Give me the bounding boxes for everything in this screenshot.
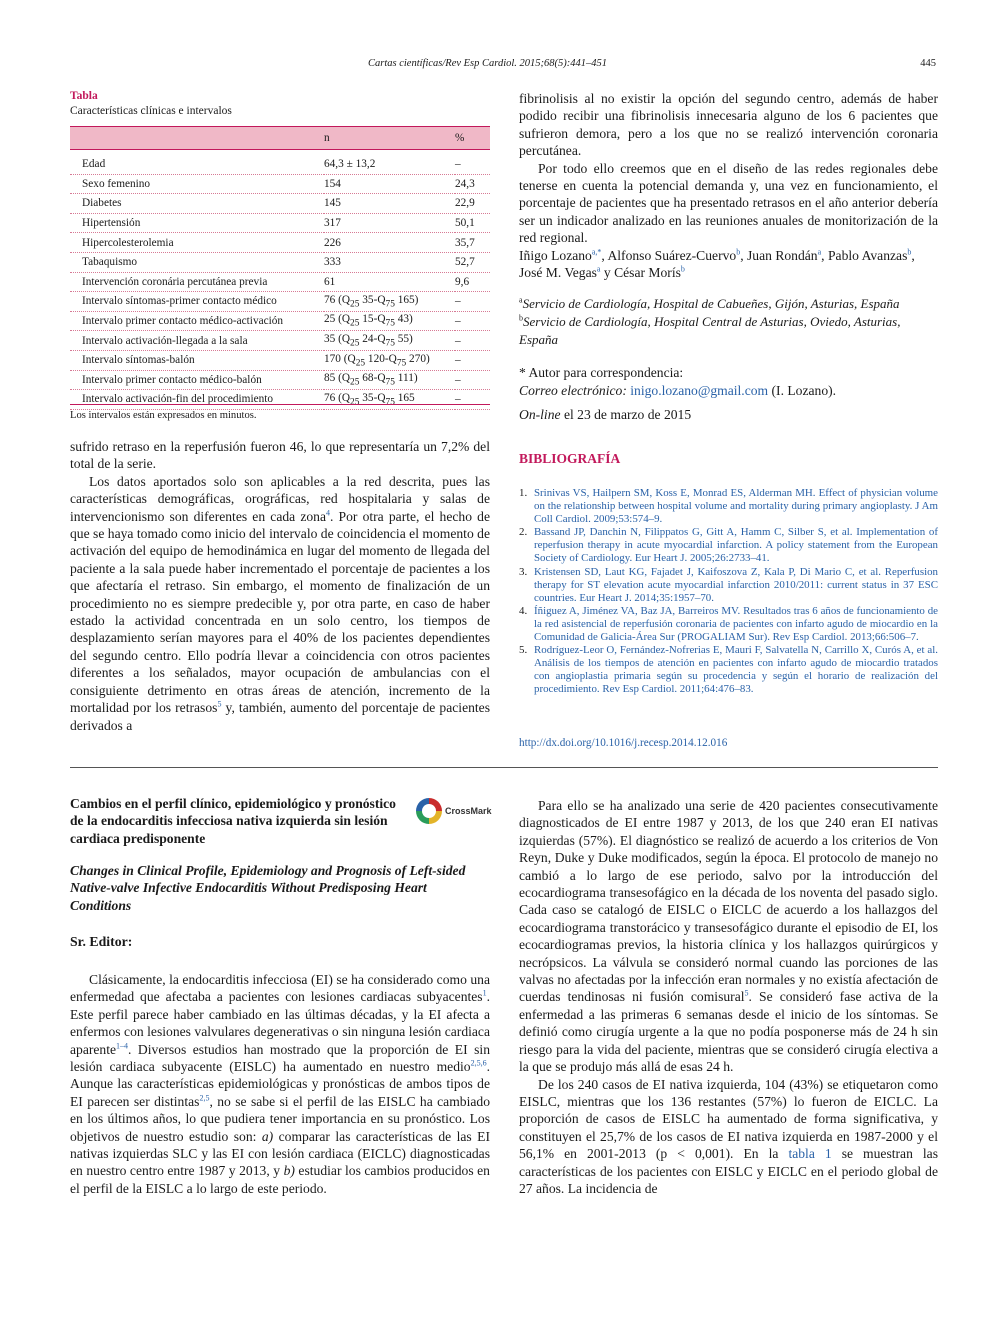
table-row: [70, 174, 490, 194]
crossmark-badge[interactable]: [416, 798, 492, 826]
row-label: Intervalo síntomas-primer contacto médico: [70, 292, 324, 312]
online-date: On-line el 23 de marzo de 2015: [519, 407, 692, 422]
running-header: [0, 58, 992, 74]
reference-number: 3.: [519, 565, 528, 578]
row-pct: –: [455, 331, 490, 351]
paragraph: Los datos aportados solo son aplicables a la red descrita, pues las características demográficas, orográficas, red hospitalaria y salas de intervencionismo son diferentes en cada zona$^4$. Por otra parte, el hecho de que se haya tomado como inicio del intervalo de coincidencia el momento de activación del equipo de hemodinámica en lugar del momento de llegada del paciente a la sala puede haber incrementado el porcentaje de pacientes a los que afectaría el retraso. Sin embargo, el momento de finalización de un procedimiento no es siempre predecible y, por otra parte, en caso de haber estado la actividad concentrada en un solo centro, los tiempos de desplazamiento serían mayores para el 40% de los pacientes dependientes del segundo centro. Ello podría llevar a coincidencia con otros pacientes diferentes a los señalados, mayor ocupación de ambulancias con el consiguiente detrimento en otras áreas de atención, incremento de la mortalidad por los retrasos$^5$ y, también, aumento del porcentaje de pacientes derivados a: [70, 473, 491, 733]
reference-item[interactable]: [519, 605, 938, 644]
reference-text: Srinivas VS, Hailpern SM, Koss E, Monrad ES, Alderman MH. Effect of physician volume on the relationship between hospital volume and mortality during primary angioplasty. J Am Coll Cardiol. 2009;53:574–9.: [534, 487, 938, 526]
row-pct: –: [455, 311, 490, 331]
row-pct: –: [455, 390, 490, 410]
left-column-lower: [70, 971, 490, 1197]
row-pct: –: [455, 150, 490, 175]
table-row: [70, 390, 490, 410]
row-n: 64,3 ± 13,2: [324, 150, 455, 175]
reference-number: 4.: [519, 604, 528, 617]
reference-number: 5.: [519, 644, 528, 657]
row-n: 76 ($Q_{25}$ $35-Q_{75}$ 165): [324, 292, 455, 312]
table-label: Tabla: [70, 90, 98, 102]
affiliation-b: $^b$Servicio de Cardiología, Hospital Central de Asturias, Oviedo, Asturias, España: [519, 313, 901, 347]
left-column-upper: [70, 438, 490, 734]
correspondence-label: * Autor para correspondencia:: [519, 365, 684, 380]
table-row: [70, 331, 490, 351]
reference-item[interactable]: [519, 487, 938, 526]
table-row: [70, 370, 490, 390]
table-bottom-rule: [70, 404, 490, 405]
article-separator: [70, 767, 938, 768]
reference-item[interactable]: [519, 644, 938, 696]
table-row: [70, 150, 490, 175]
row-label: Intervalo primer contacto médico-activación: [70, 311, 324, 331]
reference-text: Rodríguez-Leor O, Fernández-Nofrerias E, Mauri F, Salvatella N, Carrillo X, Curós A, et al. Análisis de los tiempos de atención en pacientes con infarto agudo de miocardio tratados con angioplastia primaria según su procedencia y según el horario de realización del procedimiento. Rev Esp Cardiol. 2011;64:476–83.: [534, 644, 938, 696]
table-header-cell: %: [455, 127, 490, 150]
reference-text: Íñiguez A, Jiménez VA, Baz JA, Barreiros MV. Resultados tras 6 años de funcionamiento de la red asistencial de reperfusión coronaria de pacientes con infarto agudo de miocardio en la Comunidad de Galicia-Área Sur (PROGALIAM Sur). Rev Esp Cardiol. 2013;66:506–7.: [534, 604, 938, 644]
table-row: [70, 233, 490, 253]
page-number: 445: [920, 58, 936, 69]
row-pct: –: [455, 370, 490, 390]
bibliography-heading: BIBLIOGRAFÍA: [519, 451, 621, 466]
email-link[interactable]: inigo.lozano@gmail.com: [630, 383, 769, 398]
row-label: Diabetes: [70, 194, 324, 214]
right-column-upper: [519, 90, 938, 281]
row-pct: 50,1: [455, 213, 490, 233]
table-caption: Características clínicas e intervalos: [70, 105, 232, 117]
affiliation-a: $^a$Servicio de Cardiología, Hospital de Cabueñes, Gijón, Asturias, España: [519, 295, 900, 311]
paragraph: fibrinolisis al no existir la opción del segundo centro, además de haber podido recibir una fibrinolisis innecesaria alguno de los 6 pacientes que sufrieron demora, pero a los que no se realizó intervención coronaria percutánea.: [519, 91, 938, 159]
paragraph: Clásicamente, la endocarditis infecciosa (EI) se ha considerado como una enfermedad que afectaba a pacientes con lesiones cardiacas subyacentes$^1$. Este perfil parece haber cambiado en las últimas décadas, y la EI afecta a enfermos con lesiones valvulares degenerativas o sin ninguna lesión cardiaca aparente$^{1-4}$. Diversos estudios han mostrado que la proporción de EI sin lesión cardiaca subyacente (EISLC) ha aumentado en nuestro medio$^{2,5,6}$. Aunque las características epidemiológicas y pronósticas de ambos tipos de EI parecen ser distintas$^{2,5}$, no se sabe si el perfil de las EISLC ha cambiado en los últimos años, lo que pudiera tener importancia en su pronóstico. Los objetivos de nuestro estudio son: a) comparar las características de las EI nativas izquierdas SLC y las EI con lesión cardiaca (EICLC) diagnosticadas en nuestro centro entre 1987 y 2013, y b) estudiar los cambios producidos en el perfil de la EISLC a lo largo de este periodo.: [70, 972, 490, 1196]
reference-text: Kristensen SD, Laut KG, Fajadet J, Kaifoszova Z, Kala P, Di Mario C, et al. Reperfusion therapy for ST elevation acute myocardial infarction 2010/2011: current status in 37 ESC countries. Eur Heart J. 2014;35:1957–70.: [534, 565, 938, 604]
row-label: Intervención coronária percutánea previa: [70, 272, 324, 292]
reference-item[interactable]: [519, 566, 938, 605]
email-line: Correo electrónico: inigo.lozano@gmail.com (I. Lozano).: [519, 383, 837, 398]
row-n: 317: [324, 213, 455, 233]
characteristics-table: [70, 126, 490, 410]
row-n: 170 ($Q_{25}$ $120-Q_{75}$ 270): [324, 350, 455, 370]
row-n: 76 ($Q_{25}$ $35-Q_{75}$ 165: [324, 390, 455, 410]
row-pct: 22,9: [455, 194, 490, 214]
row-pct: 52,7: [455, 252, 490, 272]
reference-item[interactable]: [519, 526, 938, 565]
reference-list: [519, 487, 938, 697]
paragraph: sufrido retraso en la reperfusión fueron 46, lo que representaría un 7,2% del total de la serie.: [70, 439, 490, 472]
row-label: Intervalo síntomas-balón: [70, 350, 324, 370]
crossmark-label: CrossMark: [445, 806, 492, 816]
table-row: [70, 311, 490, 331]
table-row: [70, 350, 490, 370]
row-label: Intervalo activación-llegada a la sala: [70, 331, 324, 351]
crossmark-icon: [416, 798, 442, 824]
affiliations: [519, 295, 938, 349]
table-row: [70, 252, 490, 272]
row-n: 333: [324, 252, 455, 272]
row-n: 35 ($Q_{25}$ $24-Q_{75}$ 55): [324, 331, 455, 351]
author-list: Iñigo Lozano$^{a,*}$, Alfonso Suárez-Cuervo$^b$, Juan Rondán$^a$, Pablo Avanzas$^b$, José M. Vegas$^a$ y César Morís$^b$: [519, 247, 915, 281]
row-pct: –: [455, 350, 490, 370]
row-label: Intervalo activación-fin del procedimiento: [70, 390, 324, 410]
doi-link[interactable]: http://dx.doi.org/10.1016/j.recesp.2014.12.016: [519, 737, 728, 749]
article-title: Cambios en el perfil clínico, epidemiológico y pronóstico de la endocarditis infecciosa nativa izquierda sin lesión cardiaca predisponente: [70, 796, 396, 846]
row-label: Edad: [70, 150, 324, 175]
salutation: Sr. Editor:: [70, 934, 133, 949]
row-pct: 35,7: [455, 233, 490, 253]
table-row: [70, 213, 490, 233]
row-label: Tabaquismo: [70, 252, 324, 272]
reference-number: 2.: [519, 526, 528, 539]
table-row: [70, 194, 490, 214]
row-pct: 24,3: [455, 174, 490, 194]
journal-citation: Cartas científicas/Rev Esp Cardiol. 2015;68(5):441–451: [368, 58, 608, 69]
table-header-cell: [70, 127, 324, 150]
row-n: 25 ($Q_{25}$ $15-Q_{75}$ 43): [324, 311, 455, 331]
article-title-english: Changes in Clinical Profile, Epidemiology and Prognosis of Left-sided Native-valve Infective Endocarditis Without Predisposing Heart Conditions: [70, 863, 466, 913]
row-pct: –: [455, 292, 490, 312]
table-row: [70, 292, 490, 312]
table-header-cell: n: [324, 127, 455, 150]
table-row: [70, 272, 490, 292]
reference-number: 1.: [519, 487, 528, 499]
table-footnote: Los intervalos están expresados en minutos.: [70, 410, 257, 421]
right-column-lower: [519, 797, 938, 1197]
paragraph: Para ello se ha analizado una serie de 420 pacientes consecutivamente diagnosticados de EI entre 1987 y 2013, de los que 240 eran EI nativas izquierdas (57%). El diagnóstico se realizó de acuerdo a los criterios de Von Reyn, Duke y Duke modificados, según la época. El protocolo de manejo no cambió a lo largo de ese periodo, salvo por la introducción del ecocardiograma transesofágico en la década de los noventa del pasado siglo. Cada caso se catalogó de EISLC o EICLC de acuerdo a los hallazgos del ecocardiograma transtorácico y transesofágico durante el episodio de EI, los ecocardiogramas previos, la historia clínica y los hallazgos quirúrgicos y necrópsicos. La válvula se consideró normal cuando las porciones de las valvas no afectadas por la infección eran normales y no existía afectación de cuerdas tendinosas ni fusión comisural$^5$. Se consideró fase activa de la enfermedad a las primeras 6 semanas desde el inicio de los síntomas. Se definió como cirugía urgente a la que no podía posponerse más de 24 h sin riesgo para la vida del paciente, mientras que se consideró cirugía electiva a la que se produjo más allá de esas 24 h.: [519, 798, 938, 1075]
row-label: Hipertensión: [70, 213, 324, 233]
row-n: 154: [324, 174, 455, 194]
reference-text: Bassand JP, Danchin N, Filippatos G, Gitt A, Hamm C, Silber S, et al. Implementation of reperfusion therapy in acute myocardial infarction. A policy statement from the European Society of Cardiology. Eur Heart J. 2005;26:2733–41.: [534, 526, 938, 565]
correspondence: [519, 364, 938, 424]
row-n: 85 ($Q_{25}$ $68-Q_{75}$ 111): [324, 370, 455, 390]
row-n: 61: [324, 272, 455, 292]
row-n: 226: [324, 233, 455, 253]
row-pct: 9,6: [455, 272, 490, 292]
row-label: Hipercolesterolemia: [70, 233, 324, 253]
row-label: Intervalo primer contacto médico-balón: [70, 370, 324, 390]
row-label: Sexo femenino: [70, 174, 324, 194]
paragraph: Por todo ello creemos que en el diseño de las redes regionales debe tenerse en cuenta la potencial demanda y, una vez en funcionamiento, el porcentaje de pacientes que ha presentado retrasos en el año anterior debería ser un indicador analizado en las reuniones anuales de monitorización de la red regional.: [519, 160, 938, 246]
row-n: 145: [324, 194, 455, 214]
paragraph: De los 240 casos de EI nativa izquierda, 104 (43%) se etiquetaron como EISLC, mientras que los 136 restantes (57%) lo fueron de EICLC. La proporción de casos de EISLC ha aumentado de forma significativa, y constituyen el 25,7% de los casos de EI nativa izquierda en 1987-2000 y el 56,1% en 2001-2013 (p < 0,001). En la tabla 1 se muestran las características de los pacientes con EISLC y EICLC en el periodo global de 27 años. La incidencia de: [519, 1076, 939, 1196]
